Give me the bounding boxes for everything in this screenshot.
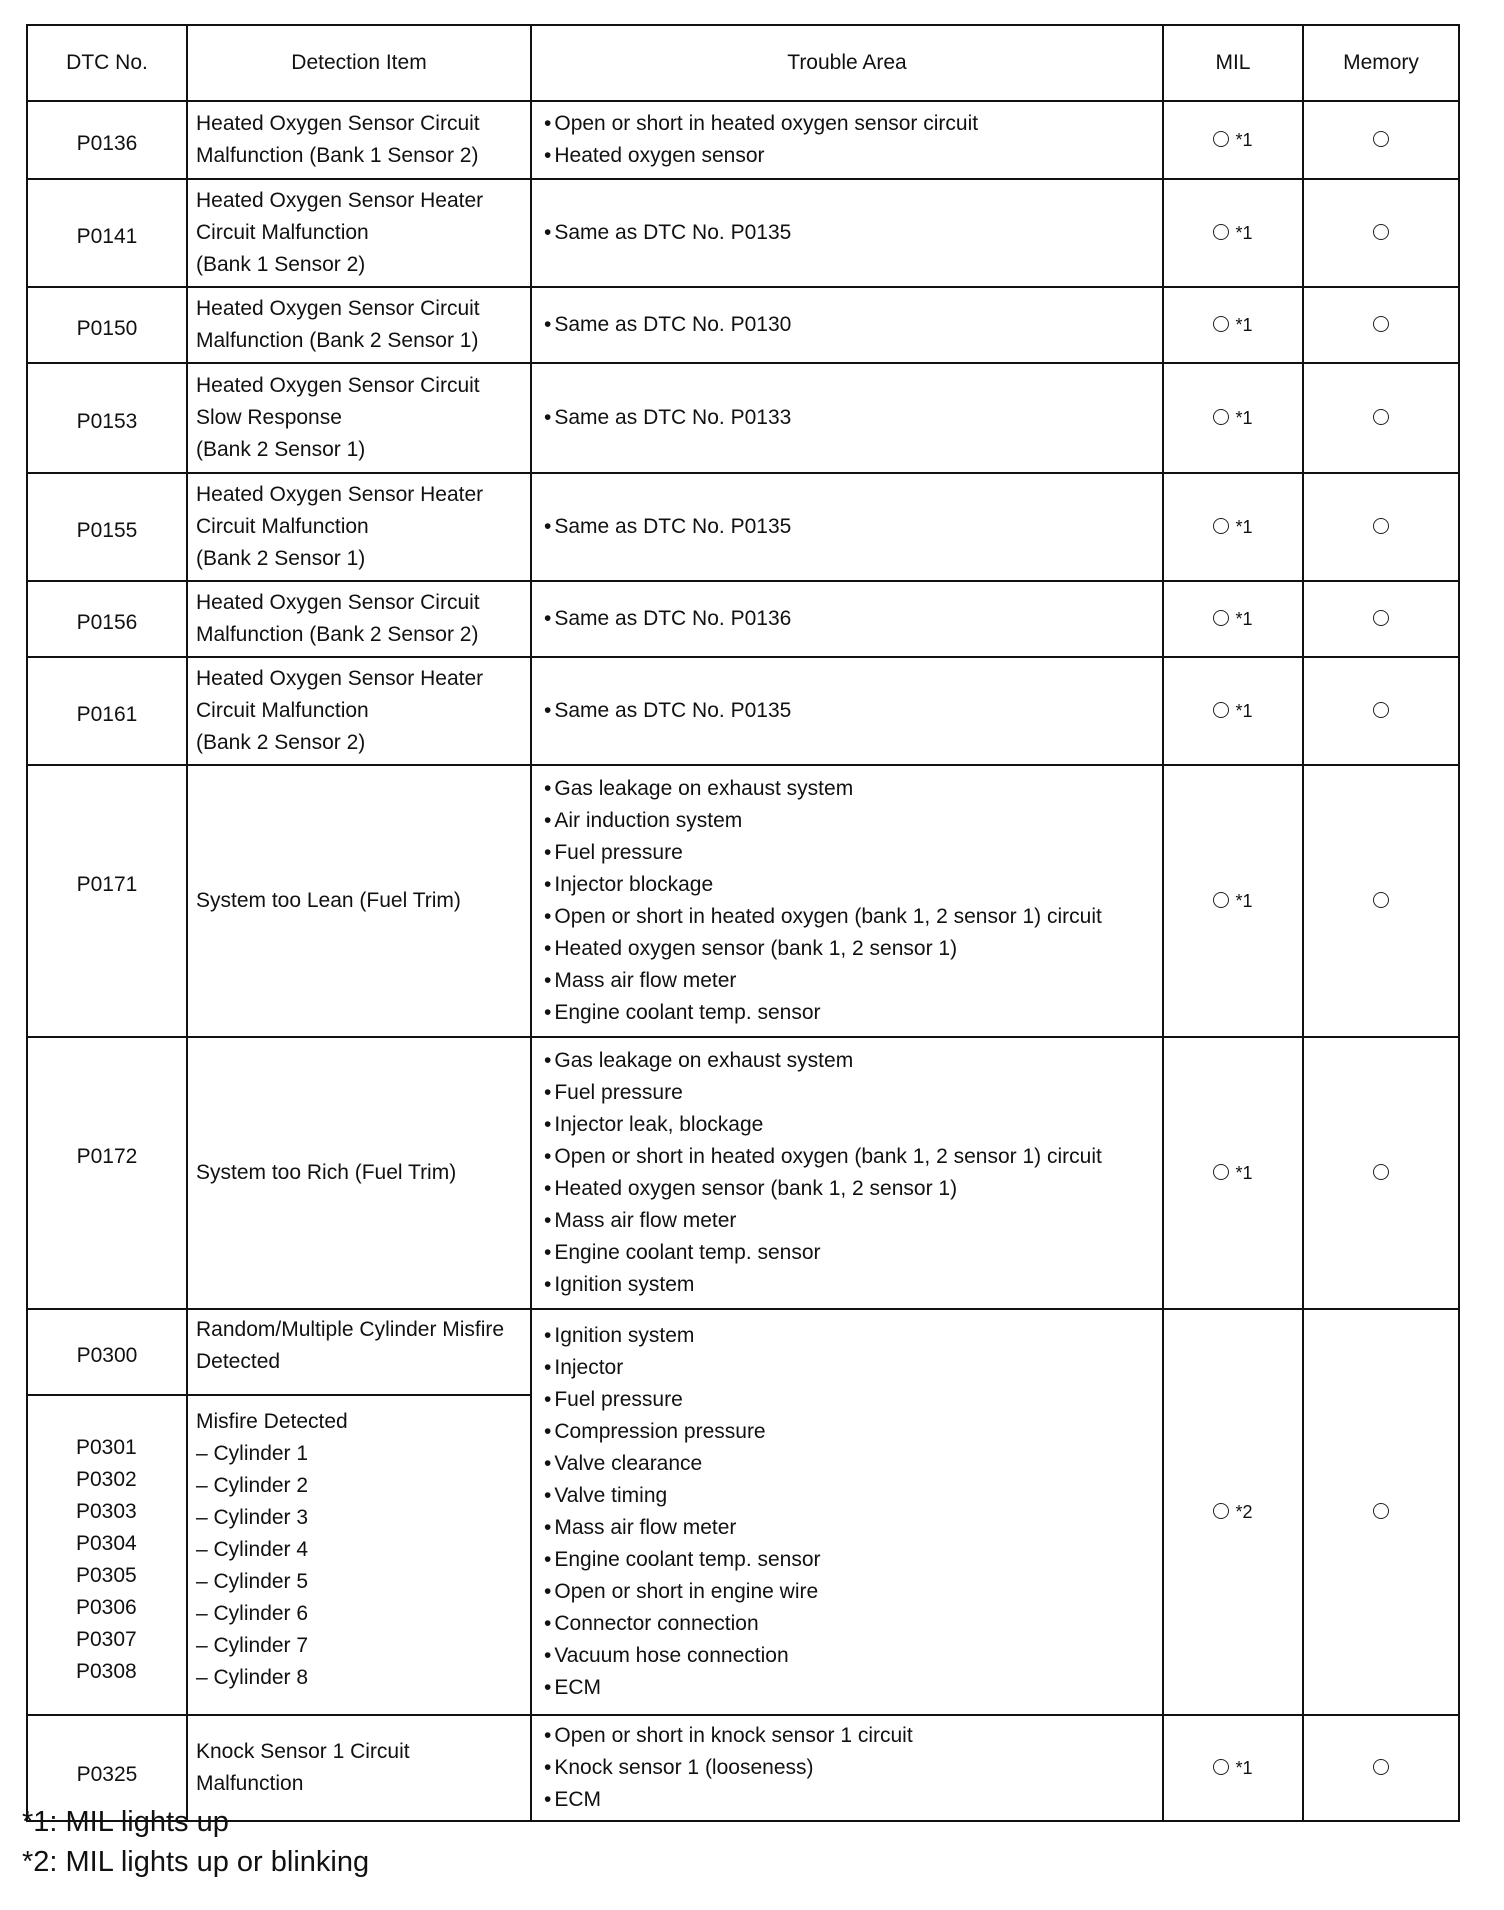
table-row [27,179,1459,287]
table-row [27,473,1459,581]
trouble-item: • Mass air flow meter [544,1512,1154,1544]
trouble-item: • Gas leakage on exhaust system [544,1045,1154,1077]
header-dtc-no: DTC No. [27,25,187,101]
mil-note: *1 [1235,223,1253,244]
detection-item-line: Random/Multiple Cylinder Misfire [196,1318,505,1341]
detection-item-line: Malfunction (Bank 1 Sensor 2) [196,144,479,167]
dtc-code-list [27,1395,187,1715]
table-row [27,765,1459,1037]
dtc-code: P0301 [76,1436,137,1459]
circle-icon [1213,702,1229,718]
trouble-area [531,101,1163,179]
detection-item-line: Circuit Malfunction [196,221,369,244]
mil-note: *1 [1235,1758,1253,1779]
circle-icon [1213,409,1229,425]
trouble-item: • Connector connection [544,1608,1154,1640]
circle-icon [1373,892,1389,908]
trouble-item: • Mass air flow meter [544,965,1154,997]
trouble-item: • Knock sensor 1 (looseness) [544,1752,1154,1784]
detection-item-line: – Cylinder 4 [196,1538,309,1561]
dtc-code: P0172 [27,1037,187,1309]
circle-icon [1213,131,1229,147]
trouble-item: • Ignition system [544,1269,1154,1301]
trouble-area [531,179,1163,287]
circle-icon [1213,610,1229,626]
detection-item-line: Heated Oxygen Sensor Circuit [196,112,480,135]
mil-note: *1 [1235,891,1253,912]
dtc-code: P0307 [76,1628,137,1651]
detection-item-line: – Cylinder 1 [196,1442,309,1465]
trouble-item: • Open or short in heated oxygen (bank 1, 2 sensor 1) circuit [544,1141,1154,1173]
memory-cell [1303,1715,1459,1821]
trouble-item: • Same as DTC No. P0133 [544,402,1154,434]
circle-icon [1213,892,1229,908]
header-row [27,25,1459,101]
detection-item [187,1309,531,1395]
detection-item-line: Knock Sensor 1 Circuit [196,1740,410,1763]
trouble-area [531,1715,1163,1821]
trouble-area [531,363,1163,473]
detection-item-line: – Cylinder 3 [196,1506,309,1529]
trouble-item: • Open or short in knock sensor 1 circuit [544,1720,1154,1752]
mil-cell [1163,1309,1303,1715]
detection-item [187,473,531,581]
trouble-item: • Injector [544,1352,1154,1384]
mil-note: *1 [1235,609,1253,630]
trouble-area [531,1037,1163,1309]
detection-item-line: (Bank 2 Sensor 1) [196,547,366,570]
mil-cell [1163,765,1303,1037]
dtc-code: P0136 [27,101,187,179]
circle-icon [1373,409,1389,425]
detection-item [187,101,531,179]
detection-item-line: Heated Oxygen Sensor Heater [196,189,484,212]
detection-item-line: Detected [196,1350,281,1373]
detection-item [187,1395,531,1715]
dtc-code: P0171 [27,765,187,1037]
trouble-item: • Valve timing [544,1480,1154,1512]
mil-cell [1163,1715,1303,1821]
circle-icon [1373,316,1389,332]
table-row [27,581,1459,657]
detection-item-line: Malfunction (Bank 2 Sensor 1) [196,329,479,352]
trouble-area [531,581,1163,657]
circle-icon [1373,224,1389,240]
trouble-item: • Fuel pressure [544,837,1154,869]
trouble-item: • Injector blockage [544,869,1154,901]
footnotes [22,1802,369,1882]
table-row [27,1309,1459,1395]
trouble-item: • Engine coolant temp. sensor [544,1237,1154,1269]
detection-item-line: (Bank 1 Sensor 2) [196,253,366,276]
table-row [27,657,1459,765]
dtc-code: P0304 [76,1532,137,1555]
dtc-code: P0305 [76,1564,137,1587]
detection-item [187,287,531,363]
trouble-item: • ECM [544,1784,1154,1816]
memory-cell [1303,581,1459,657]
header-detection-item: Detection Item [187,25,531,101]
mil-cell [1163,287,1303,363]
memory-cell [1303,287,1459,363]
circle-icon [1213,518,1229,534]
circle-icon [1373,610,1389,626]
circle-icon [1373,1759,1389,1775]
circle-icon [1213,1759,1229,1775]
trouble-item: • Same as DTC No. P0135 [544,217,1154,249]
footnote: *2: MIL lights up or blinking [22,1846,370,1878]
detection-item-line: – Cylinder 5 [196,1570,309,1593]
mil-cell [1163,363,1303,473]
trouble-item: • ECM [544,1672,1154,1704]
trouble-item: • Injector leak, blockage [544,1109,1154,1141]
mil-note: *1 [1235,1163,1253,1184]
trouble-item: • Mass air flow meter [544,1205,1154,1237]
dtc-table [26,24,1460,1822]
mil-note: *1 [1235,701,1253,722]
memory-cell [1303,657,1459,765]
trouble-item: • Same as DTC No. P0135 [544,695,1154,727]
detection-item [187,363,531,473]
mil-cell [1163,581,1303,657]
trouble-item: • Compression pressure [544,1416,1154,1448]
detection-item-line: Misfire Detected [196,1410,348,1433]
circle-icon [1373,131,1389,147]
detection-item [187,179,531,287]
trouble-item: • Heated oxygen sensor (bank 1, 2 sensor 1) [544,1173,1154,1205]
dtc-code: P0303 [76,1500,137,1523]
trouble-item: • Engine coolant temp. sensor [544,997,1154,1029]
memory-cell [1303,179,1459,287]
trouble-area [531,473,1163,581]
trouble-item: • Open or short in heated oxygen (bank 1, 2 sensor 1) circuit [544,901,1154,933]
trouble-item: • Valve clearance [544,1448,1154,1480]
trouble-area [531,287,1163,363]
memory-cell [1303,765,1459,1037]
detection-item-line: System too Rich (Fuel Trim) [196,1161,457,1184]
dtc-code: P0153 [27,363,187,473]
circle-icon [1213,1503,1229,1519]
mil-cell [1163,473,1303,581]
mil-note: *2 [1235,1502,1253,1523]
memory-cell [1303,101,1459,179]
header-mil: MIL [1163,25,1303,101]
detection-item-line: Heated Oxygen Sensor Circuit [196,591,480,614]
detection-item-line: Heated Oxygen Sensor Heater [196,483,484,506]
mil-note: *1 [1235,517,1253,538]
detection-item-line: Circuit Malfunction [196,699,369,722]
circle-icon [1213,316,1229,332]
circle-icon [1213,224,1229,240]
trouble-item: • Same as DTC No. P0135 [544,511,1154,543]
trouble-item: • Heated oxygen sensor (bank 1, 2 sensor 1) [544,933,1154,965]
trouble-item: • Open or short in engine wire [544,1576,1154,1608]
memory-cell [1303,363,1459,473]
mil-note: *1 [1235,130,1253,151]
dtc-code: P0155 [27,473,187,581]
table-row [27,1037,1459,1309]
detection-item-line: – Cylinder 7 [196,1634,309,1657]
trouble-item: • Gas leakage on exhaust system [544,773,1154,805]
detection-item-line: Heated Oxygen Sensor Circuit [196,374,480,397]
dtc-code: P0308 [76,1660,137,1683]
detection-item [187,765,531,1037]
dtc-code: P0302 [76,1468,137,1491]
circle-icon [1373,518,1389,534]
table-row [27,363,1459,473]
detection-item-line: Heated Oxygen Sensor Heater [196,667,484,690]
circle-icon [1373,702,1389,718]
trouble-item: • Engine coolant temp. sensor [544,1544,1154,1576]
trouble-item: • Same as DTC No. P0130 [544,309,1154,341]
trouble-item: • Air induction system [544,805,1154,837]
detection-item-line: (Bank 2 Sensor 1) [196,438,366,461]
memory-cell [1303,1309,1459,1715]
dtc-code: P0300 [27,1309,187,1395]
dtc-code: P0141 [27,179,187,287]
mil-cell [1163,101,1303,179]
trouble-area [531,1309,1163,1715]
dtc-code: P0325 [27,1715,187,1821]
circle-icon [1213,1164,1229,1180]
detection-item-line: – Cylinder 2 [196,1474,309,1497]
dtc-code: P0161 [27,657,187,765]
table-row [27,101,1459,179]
detection-item-line: Slow Response [196,406,342,429]
detection-item-line: – Cylinder 6 [196,1602,309,1625]
memory-cell [1303,473,1459,581]
detection-item-line: System too Lean (Fuel Trim) [196,889,461,912]
dtc-code: P0156 [27,581,187,657]
table-row [27,287,1459,363]
trouble-item: • Vacuum hose connection [544,1640,1154,1672]
trouble-item: • Same as DTC No. P0136 [544,603,1154,635]
trouble-area [531,765,1163,1037]
mil-note: *1 [1235,315,1253,336]
detection-item-line: Malfunction [196,1772,304,1795]
trouble-area [531,657,1163,765]
detection-item [187,657,531,765]
header-trouble-area: Trouble Area [531,25,1163,101]
detection-item [187,581,531,657]
circle-icon [1373,1164,1389,1180]
trouble-item: • Fuel pressure [544,1384,1154,1416]
mil-cell [1163,1037,1303,1309]
trouble-item: • Heated oxygen sensor [544,140,1154,172]
detection-item-line: Malfunction (Bank 2 Sensor 2) [196,623,479,646]
footnote: *1: MIL lights up [22,1806,229,1838]
dtc-code: P0306 [76,1596,137,1619]
detection-item-line: – Cylinder 8 [196,1666,309,1689]
header-memory: Memory [1303,25,1459,101]
detection-item-line: Heated Oxygen Sensor Circuit [196,297,480,320]
circle-icon [1373,1503,1389,1519]
memory-cell [1303,1037,1459,1309]
mil-cell [1163,179,1303,287]
detection-item [187,1037,531,1309]
dtc-code: P0150 [27,287,187,363]
detection-item-line: (Bank 2 Sensor 2) [196,731,366,754]
mil-cell [1163,657,1303,765]
trouble-item: • Fuel pressure [544,1077,1154,1109]
trouble-item: • Ignition system [544,1320,1154,1352]
trouble-item: • Open or short in heated oxygen sensor circuit [544,108,1154,140]
mil-note: *1 [1235,408,1253,429]
detection-item-line: Circuit Malfunction [196,515,369,538]
